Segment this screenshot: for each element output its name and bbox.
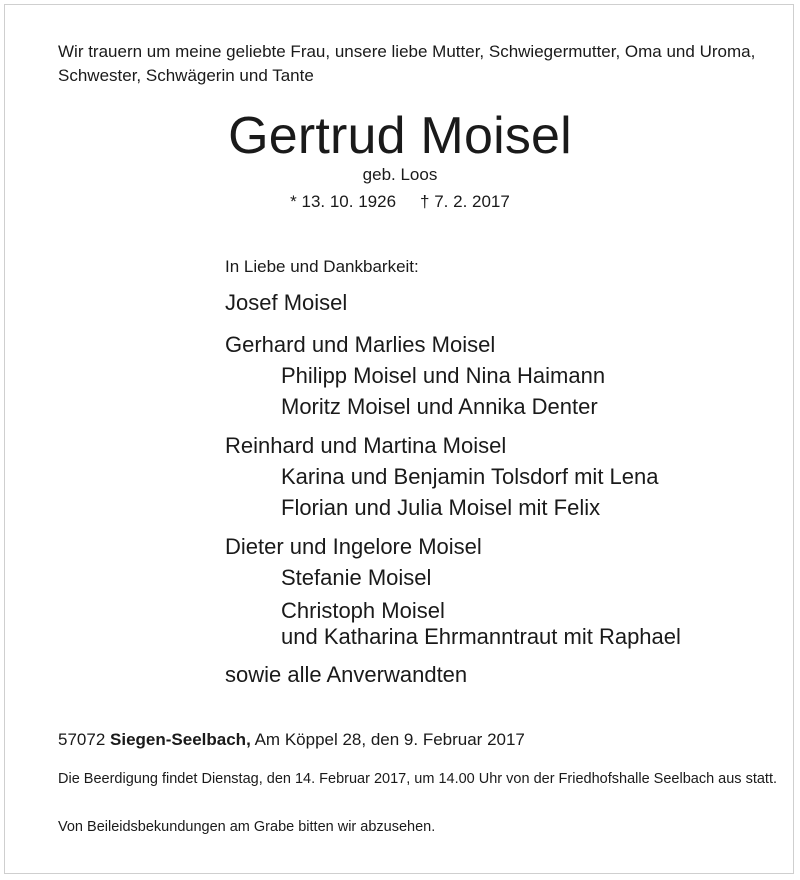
mourner-line: Philipp Moisel und Nina Haimann bbox=[281, 363, 606, 388]
mourner-line: Reinhard und Martina Moisel bbox=[225, 433, 507, 458]
funeral-notice: Die Beerdigung findet Dienstag, den 14. Februar 2017, um 14.00 Uhr von der Friedhofshalle Seelbach aus statt. bbox=[58, 771, 777, 787]
deceased-name: Gertrud Moisel bbox=[228, 107, 572, 165]
town-name: Siegen-Seelbach, bbox=[110, 730, 251, 749]
mourner-line: Gerhard und Marlies Moisel bbox=[225, 332, 496, 357]
gratitude-line: In Liebe und Dankbarkeit: bbox=[225, 257, 419, 276]
mourner-line: und Katharina Ehrmanntraut mit Raphael bbox=[281, 624, 681, 649]
address-date: Am Köppel 28, den 9. Februar 2017 bbox=[254, 730, 525, 749]
condolence-note: Von Beileidsbekundungen am Grabe bitten wir abzusehen. bbox=[58, 819, 436, 835]
death-date: † 7. 2. 2017 bbox=[420, 192, 510, 211]
maiden-name: geb. Loos bbox=[362, 165, 438, 184]
mourner-line: Dieter und Ingelore Moisel bbox=[225, 534, 482, 559]
mourner-line: Josef Moisel bbox=[225, 290, 348, 315]
mourner-line: Moritz Moisel und Annika Denter bbox=[281, 394, 598, 419]
birth-date: * 13. 10. 1926 bbox=[290, 192, 397, 211]
mourner-line: sowie alle Anverwandten bbox=[225, 662, 468, 687]
place-and-date bbox=[58, 729, 525, 751]
mourner-line: Stefanie Moisel bbox=[281, 565, 432, 590]
mourner-line: Christoph Moisel bbox=[281, 598, 445, 623]
intro-text: Wir trauern um meine geliebte Frau, unsere liebe Mutter, Schwiegermutter, Oma und Uroma, Schwester, Schwägerin und Tante bbox=[58, 42, 756, 85]
postal-code: 57072 bbox=[58, 730, 106, 749]
mourner-line: Florian und Julia Moisel mit Felix bbox=[281, 495, 601, 520]
life-dates bbox=[0, 191, 800, 213]
mourner-line: Karina und Benjamin Tolsdorf mit Lena bbox=[281, 464, 659, 489]
